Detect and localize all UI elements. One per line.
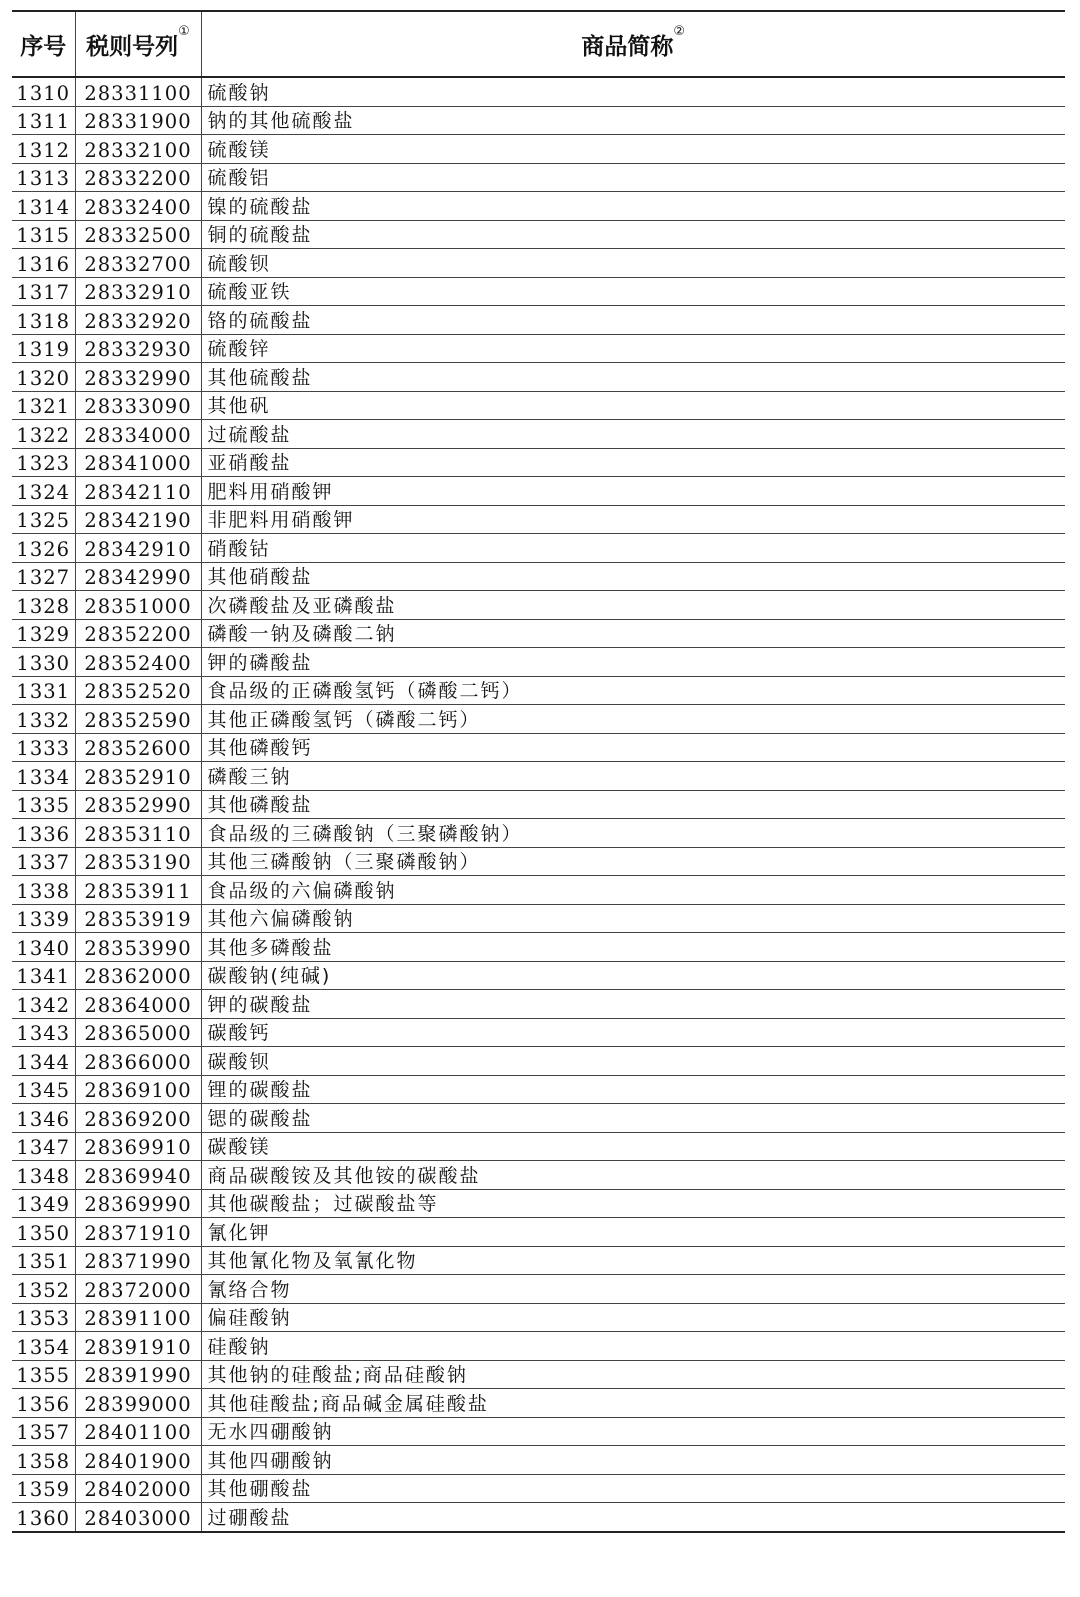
code-cell: 28352600: [75, 733, 201, 762]
table-row: [12, 163, 1065, 192]
code-cell: 28365000: [75, 1018, 201, 1047]
code-cell: 28341000: [75, 448, 201, 477]
seq-cell: 1319: [12, 334, 75, 363]
header-name: [201, 11, 1065, 77]
table-row: [12, 1018, 1065, 1047]
seq-cell: 1322: [12, 420, 75, 449]
name-cell: 硫酸锌: [201, 334, 1065, 363]
code-cell: 28331100: [75, 77, 201, 106]
code-cell: 28391990: [75, 1360, 201, 1389]
name-cell: 其他矾: [201, 391, 1065, 420]
name-cell: 其他多磷酸盐: [201, 933, 1065, 962]
name-cell: 磷酸三钠: [201, 762, 1065, 791]
code-cell: 28332910: [75, 277, 201, 306]
code-cell: 28351000: [75, 591, 201, 620]
name-cell: 锂的碳酸盐: [201, 1075, 1065, 1104]
header-code-footnote: ①: [178, 23, 190, 39]
table-row: [12, 1417, 1065, 1446]
name-cell: 镍的硫酸盐: [201, 192, 1065, 221]
header-row: [12, 11, 1065, 77]
seq-cell: 1354: [12, 1332, 75, 1361]
seq-cell: 1310: [12, 77, 75, 106]
code-cell: 28331900: [75, 106, 201, 135]
table-row: [12, 990, 1065, 1019]
code-cell: 28369910: [75, 1132, 201, 1161]
seq-cell: 1360: [12, 1503, 75, 1532]
seq-cell: 1341: [12, 961, 75, 990]
seq-cell: 1327: [12, 562, 75, 591]
tariff-table: [12, 10, 1065, 1533]
table-row: [12, 847, 1065, 876]
code-cell: 28353990: [75, 933, 201, 962]
seq-cell: 1356: [12, 1389, 75, 1418]
table-row: [12, 591, 1065, 620]
table-row: [12, 1104, 1065, 1133]
code-cell: 28342990: [75, 562, 201, 591]
name-cell: 肥料用硝酸钾: [201, 477, 1065, 506]
name-cell: 其他四硼酸钠: [201, 1446, 1065, 1475]
seq-cell: 1321: [12, 391, 75, 420]
name-cell: 其他六偏磷酸钠: [201, 904, 1065, 933]
code-cell: 28353919: [75, 904, 201, 933]
code-cell: 28332200: [75, 163, 201, 192]
header-code: [75, 11, 201, 77]
name-cell: 硫酸钠: [201, 77, 1065, 106]
code-cell: 28362000: [75, 961, 201, 990]
code-cell: 28342190: [75, 505, 201, 534]
table-row: [12, 363, 1065, 392]
name-cell: 亚硝酸盐: [201, 448, 1065, 477]
name-cell: 食品级的正磷酸氢钙（磷酸二钙）: [201, 676, 1065, 705]
table-row: [12, 1332, 1065, 1361]
name-cell: 锶的碳酸盐: [201, 1104, 1065, 1133]
table-row: [12, 505, 1065, 534]
seq-cell: 1359: [12, 1474, 75, 1503]
seq-cell: 1334: [12, 762, 75, 791]
seq-cell: 1340: [12, 933, 75, 962]
seq-cell: 1336: [12, 819, 75, 848]
seq-cell: 1351: [12, 1246, 75, 1275]
seq-cell: 1349: [12, 1189, 75, 1218]
name-cell: 其他硼酸盐: [201, 1474, 1065, 1503]
table-row: [12, 562, 1065, 591]
table-row: [12, 1246, 1065, 1275]
table-row: [12, 1132, 1065, 1161]
seq-cell: 1316: [12, 249, 75, 278]
code-cell: 28352590: [75, 705, 201, 734]
table-row: [12, 1275, 1065, 1304]
seq-cell: 1345: [12, 1075, 75, 1104]
name-cell: 碳酸镁: [201, 1132, 1065, 1161]
seq-cell: 1313: [12, 163, 75, 192]
name-cell: 偏硅酸钠: [201, 1303, 1065, 1332]
seq-cell: 1312: [12, 135, 75, 164]
seq-cell: 1358: [12, 1446, 75, 1475]
seq-cell: 1335: [12, 790, 75, 819]
seq-cell: 1326: [12, 534, 75, 563]
seq-cell: 1333: [12, 733, 75, 762]
table-row: [12, 1189, 1065, 1218]
seq-cell: 1342: [12, 990, 75, 1019]
table-row: [12, 904, 1065, 933]
seq-cell: 1314: [12, 192, 75, 221]
seq-cell: 1328: [12, 591, 75, 620]
name-cell: 其他磷酸盐: [201, 790, 1065, 819]
header-name-label: 商品简称: [581, 33, 674, 60]
table-row: [12, 961, 1065, 990]
code-cell: 28333090: [75, 391, 201, 420]
table-row: [12, 1047, 1065, 1076]
code-cell: 28366000: [75, 1047, 201, 1076]
seq-cell: 1318: [12, 306, 75, 335]
seq-cell: 1320: [12, 363, 75, 392]
seq-cell: 1330: [12, 648, 75, 677]
table-row: [12, 477, 1065, 506]
code-cell: 28342910: [75, 534, 201, 563]
code-cell: 28332700: [75, 249, 201, 278]
code-cell: 28403000: [75, 1503, 201, 1532]
seq-cell: 1353: [12, 1303, 75, 1332]
name-cell: 碳酸钡: [201, 1047, 1065, 1076]
name-cell: 其他硝酸盐: [201, 562, 1065, 591]
seq-cell: 1344: [12, 1047, 75, 1076]
code-cell: 28369200: [75, 1104, 201, 1133]
code-cell: 28369100: [75, 1075, 201, 1104]
table-row: [12, 334, 1065, 363]
seq-cell: 1324: [12, 477, 75, 506]
table-row: [12, 277, 1065, 306]
code-cell: 28391100: [75, 1303, 201, 1332]
table-row: [12, 790, 1065, 819]
table-row: [12, 249, 1065, 278]
code-cell: 28401900: [75, 1446, 201, 1475]
name-cell: 钾的碳酸盐: [201, 990, 1065, 1019]
code-cell: 28364000: [75, 990, 201, 1019]
seq-cell: 1347: [12, 1132, 75, 1161]
table-row: [12, 762, 1065, 791]
table-row: [12, 106, 1065, 135]
name-cell: 硫酸钡: [201, 249, 1065, 278]
code-cell: 28332930: [75, 334, 201, 363]
name-cell: 氰化钾: [201, 1218, 1065, 1247]
seq-cell: 1329: [12, 619, 75, 648]
code-cell: 28352520: [75, 676, 201, 705]
name-cell: 其他碳酸盐；过碳酸盐等: [201, 1189, 1065, 1218]
tariff-table-container: [12, 10, 1065, 1533]
table-row: [12, 619, 1065, 648]
seq-cell: 1331: [12, 676, 75, 705]
code-cell: 28371990: [75, 1246, 201, 1275]
code-cell: 28353110: [75, 819, 201, 848]
table-row: [12, 819, 1065, 848]
seq-cell: 1339: [12, 904, 75, 933]
name-cell: 其他正磷酸氢钙（磷酸二钙）: [201, 705, 1065, 734]
table-row: [12, 933, 1065, 962]
seq-cell: 1350: [12, 1218, 75, 1247]
table-row: [12, 1218, 1065, 1247]
name-cell: 其他三磷酸钠（三聚磷酸钠）: [201, 847, 1065, 876]
name-cell: 其他硅酸盐;商品碱金属硅酸盐: [201, 1389, 1065, 1418]
name-cell: 氰络合物: [201, 1275, 1065, 1304]
seq-cell: 1355: [12, 1360, 75, 1389]
table-row: [12, 534, 1065, 563]
seq-cell: 1317: [12, 277, 75, 306]
name-cell: 其他硫酸盐: [201, 363, 1065, 392]
header-seq: [12, 11, 75, 77]
code-cell: 28369990: [75, 1189, 201, 1218]
table-row: [12, 1503, 1065, 1532]
seq-cell: 1315: [12, 220, 75, 249]
code-cell: 28332100: [75, 135, 201, 164]
table-row: [12, 676, 1065, 705]
code-cell: 28372000: [75, 1275, 201, 1304]
table-row: [12, 220, 1065, 249]
name-cell: 碳酸钙: [201, 1018, 1065, 1047]
table-row: [12, 1474, 1065, 1503]
code-cell: 28371910: [75, 1218, 201, 1247]
table-row: [12, 192, 1065, 221]
code-cell: 28352200: [75, 619, 201, 648]
seq-cell: 1332: [12, 705, 75, 734]
table-row: [12, 306, 1065, 335]
name-cell: 硫酸亚铁: [201, 277, 1065, 306]
code-cell: 28353190: [75, 847, 201, 876]
seq-cell: 1357: [12, 1417, 75, 1446]
table-row: [12, 876, 1065, 905]
table-row: [12, 1161, 1065, 1190]
seq-cell: 1338: [12, 876, 75, 905]
code-cell: 28332920: [75, 306, 201, 335]
seq-cell: 1346: [12, 1104, 75, 1133]
name-cell: 硫酸镁: [201, 135, 1065, 164]
code-cell: 28352400: [75, 648, 201, 677]
code-cell: 28402000: [75, 1474, 201, 1503]
name-cell: 食品级的三磷酸钠（三聚磷酸钠）: [201, 819, 1065, 848]
name-cell: 非肥料用硝酸钾: [201, 505, 1065, 534]
table-row: [12, 77, 1065, 106]
table-row: [12, 391, 1065, 420]
name-cell: 钾的磷酸盐: [201, 648, 1065, 677]
code-cell: 28352910: [75, 762, 201, 791]
seq-cell: 1348: [12, 1161, 75, 1190]
table-row: [12, 1389, 1065, 1418]
name-cell: 其他磷酸钙: [201, 733, 1065, 762]
code-cell: 28332990: [75, 363, 201, 392]
code-cell: 28391910: [75, 1332, 201, 1361]
table-row: [12, 135, 1065, 164]
name-cell: 其他钠的硅酸盐;商品硅酸钠: [201, 1360, 1065, 1389]
header-seq-label: 序号: [20, 33, 67, 60]
seq-cell: 1311: [12, 106, 75, 135]
seq-cell: 1323: [12, 448, 75, 477]
seq-cell: 1337: [12, 847, 75, 876]
name-cell: 硅酸钠: [201, 1332, 1065, 1361]
header-name-footnote: ②: [673, 23, 686, 39]
name-cell: 无水四硼酸钠: [201, 1417, 1065, 1446]
name-cell: 铬的硫酸盐: [201, 306, 1065, 335]
table-row: [12, 1303, 1065, 1332]
name-cell: 铜的硫酸盐: [201, 220, 1065, 249]
name-cell: 其他氰化物及氧氰化物: [201, 1246, 1065, 1275]
table-row: [12, 1446, 1065, 1475]
code-cell: 28332400: [75, 192, 201, 221]
name-cell: 过硫酸盐: [201, 420, 1065, 449]
name-cell: 次磷酸盐及亚磷酸盐: [201, 591, 1065, 620]
table-row: [12, 1075, 1065, 1104]
seq-cell: 1325: [12, 505, 75, 534]
name-cell: 过硼酸盐: [201, 1503, 1065, 1532]
table-row: [12, 448, 1065, 477]
code-cell: 28353911: [75, 876, 201, 905]
table-row: [12, 705, 1065, 734]
table-row: [12, 420, 1065, 449]
name-cell: 硝酸钴: [201, 534, 1065, 563]
seq-cell: 1352: [12, 1275, 75, 1304]
table-body: [12, 77, 1065, 1532]
table-row: [12, 733, 1065, 762]
code-cell: 28399000: [75, 1389, 201, 1418]
name-cell: 食品级的六偏磷酸钠: [201, 876, 1065, 905]
seq-cell: 1343: [12, 1018, 75, 1047]
code-cell: 28334000: [75, 420, 201, 449]
code-cell: 28369940: [75, 1161, 201, 1190]
name-cell: 硫酸铝: [201, 163, 1065, 192]
table-header: [12, 11, 1065, 77]
table-row: [12, 1360, 1065, 1389]
name-cell: 碳酸钠(纯碱): [201, 961, 1065, 990]
code-cell: 28332500: [75, 220, 201, 249]
header-code-label: 税则号列: [86, 33, 179, 60]
name-cell: 钠的其他硫酸盐: [201, 106, 1065, 135]
table-row: [12, 648, 1065, 677]
name-cell: 磷酸一钠及磷酸二钠: [201, 619, 1065, 648]
code-cell: 28401100: [75, 1417, 201, 1446]
code-cell: 28352990: [75, 790, 201, 819]
code-cell: 28342110: [75, 477, 201, 506]
name-cell: 商品碳酸铵及其他铵的碳酸盐: [201, 1161, 1065, 1190]
